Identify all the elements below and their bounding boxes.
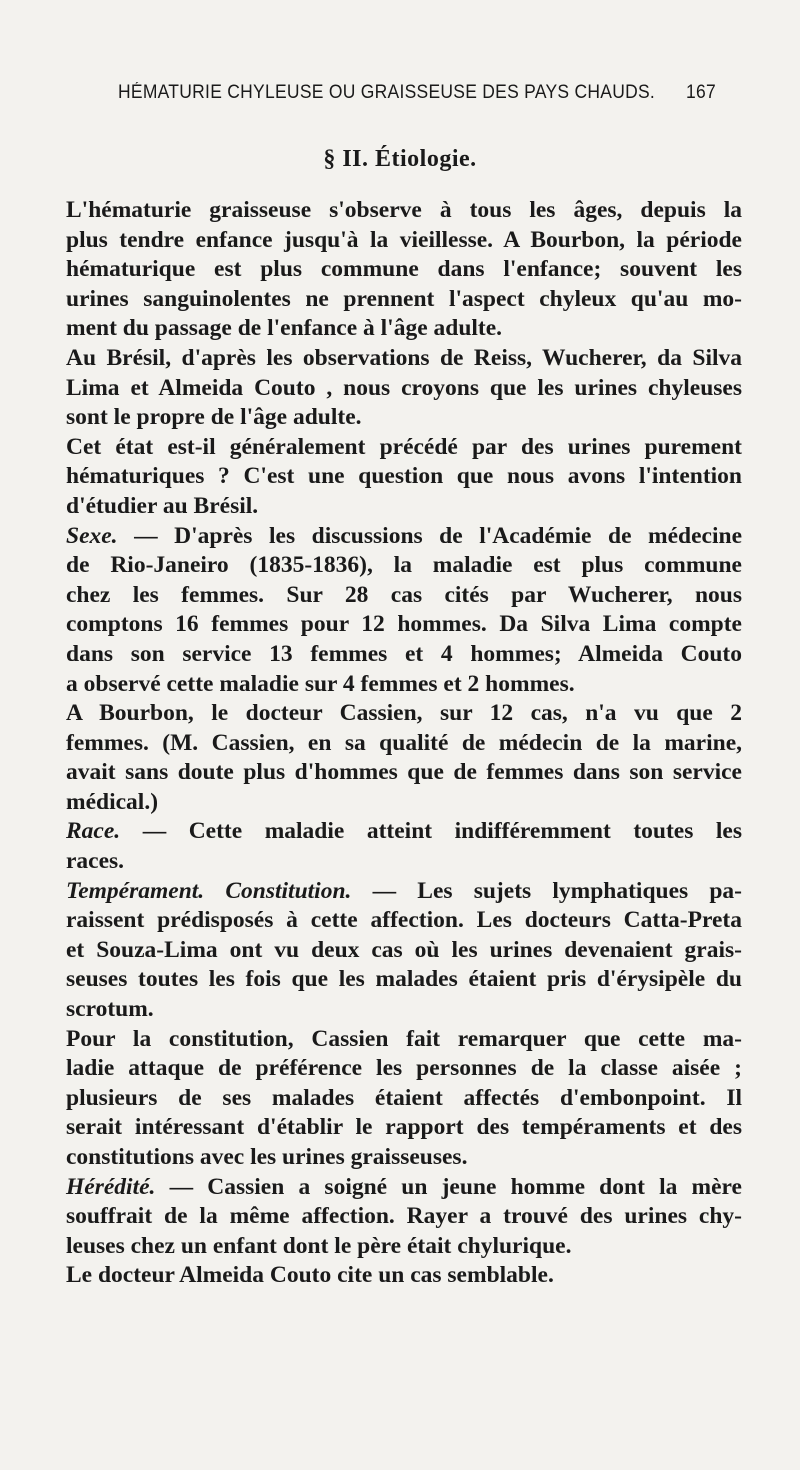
text-line [66, 817, 742, 847]
running-title: HÉMATURIE CHYLEUSE OU GRAISSEUSE DES PAYS CHAUDS. [118, 82, 656, 103]
text-line: Cet état est-il généralement précédé par des urines purement [66, 433, 742, 460]
text-line [66, 877, 742, 907]
text-line: chez les femmes. Sur 28 cas cités par Wucherer, nous [66, 581, 742, 608]
text-line: serait intéressant d'établir le rapport des tempéraments et des [66, 1114, 742, 1141]
text-line: d'étudier au Brésil. [66, 492, 259, 519]
text-line: dans son service 13 femmes et 4 hommes; Almeida Couto [66, 640, 742, 667]
text-line: souffrait de la même affection. Rayer a trouvé des urines chy- [66, 1203, 742, 1230]
subsection-label-temperament: Tempérament. Constitution. [66, 877, 352, 904]
text-line [66, 522, 742, 552]
text-line: hématurique est plus commune dans l'enfance; souvent les [66, 256, 742, 283]
text-line: a observé cette maladie sur 4 femmes et 2 hommes. [66, 670, 575, 697]
text-line: sont le propre de l'âge adulte. [66, 404, 362, 431]
text-fragment: — Cassien a soigné un jeune homme dont la mère [155, 1173, 742, 1200]
text-line: Au Brésil, d'après les observations de Reiss, Wucherer, da Silva [66, 344, 742, 371]
text-line [66, 1173, 742, 1203]
text-line: Le docteur Almeida Couto cite un cas semblable. [66, 1262, 554, 1289]
text-line: Lima et Almeida Couto , nous croyons que les urines chyleuses [66, 374, 742, 401]
text-line: hématuriques ? C'est une question que nous avons l'intention [66, 463, 742, 490]
section-heading: § II. Étiologie. [323, 146, 477, 172]
text-fragment: — Les sujets lymphatiques pa- [351, 877, 742, 904]
text-line: Pour la constitution, Cassien fait remarquer que cette ma- [66, 1025, 742, 1052]
text-line: A Bourbon, le docteur Cassien, sur 12 cas, n'a vu que 2 [66, 700, 742, 727]
text-line: comptons 16 femmes pour 12 hommes. Da Silva Lima compte [66, 611, 742, 638]
text-line: ladie attaque de préférence les personnes de la classe aisée ; [66, 1055, 742, 1082]
text-line: constitutions avec les urines graisseuses. [66, 1144, 468, 1170]
subsection-label-sexe: Sexe. [66, 522, 118, 549]
text-line: femmes. (M. Cassien, en sa qualité de médecin de la marine, [66, 729, 742, 756]
text-fragment: — D'après les discussions de l'Académie de médecine [117, 522, 742, 549]
text-line: L'hématurie graisseuse s'observe à tous les âges, depuis la [66, 197, 742, 223]
text-fragment: — Cette maladie atteint indifféremment toutes les [120, 818, 742, 845]
text-line: plusieurs de ses malades étaient affectés d'embonpoint. Il [66, 1084, 742, 1111]
text-line: races. [66, 848, 125, 875]
text-line: urines sanguinolentes ne prennent l'aspect chyleux qu'au mo- [66, 285, 742, 312]
text-line: ment du passage de l'enfance à l'âge adulte. [66, 315, 503, 342]
body-text [66, 196, 742, 1291]
text-line: seuses toutes les fois que les malades étaient pris d'érysipèle du [66, 966, 742, 993]
text-line: raissent prédisposés à cette affection. Les docteurs Catta-Preta [66, 907, 742, 934]
text-line: leuses chez un enfant dont le père était chylurique. [66, 1232, 572, 1259]
text-line: avait sans doute plus d'hommes que de femmes dans son service [66, 759, 742, 786]
page-number: 167 [685, 82, 716, 103]
running-head [118, 82, 716, 104]
text-line: plus tendre enfance jusqu'à la vieillesse. A Bourbon, la période [66, 226, 742, 253]
subsection-label-race: Race. [66, 818, 121, 845]
subsection-label-heredite: Hérédité. [66, 1173, 156, 1200]
text-line: médical.) [66, 788, 159, 815]
text-line: et Souza-Lima ont vu deux cas où les urines devenaient grais- [66, 936, 742, 963]
text-line: scrotum. [66, 996, 154, 1023]
text-line: de Rio-Janeiro (1835-1836), la maladie est plus commune [66, 552, 742, 579]
